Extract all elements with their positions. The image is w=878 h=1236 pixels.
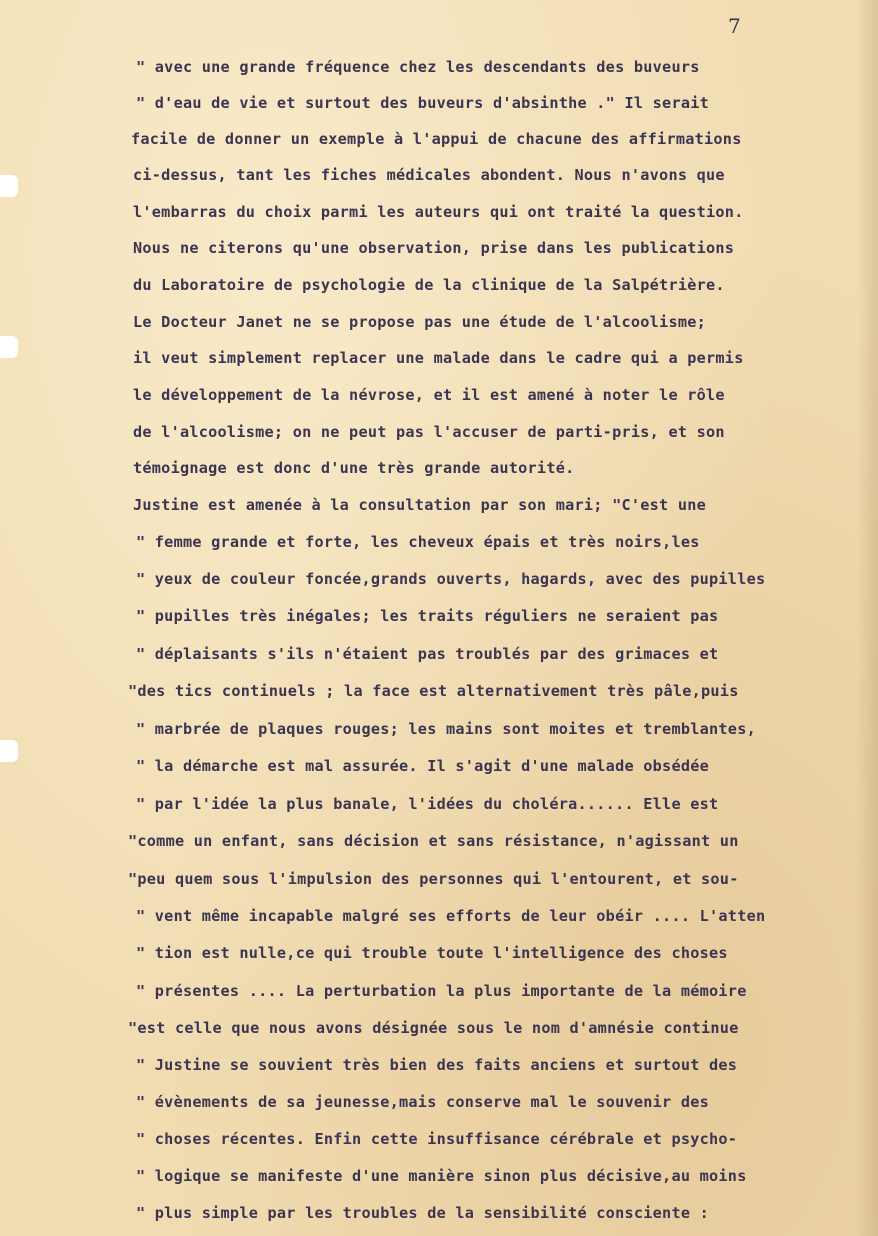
text-line: ci-dessus, tant les fiches médicales abondent. Nous n'avons que (133, 166, 725, 184)
text-line: " Justine se souvient très bien des faits anciens et surtout des (136, 1056, 738, 1074)
text-line: " vent même incapable malgré ses efforts de leur obéir .... L'atten (136, 907, 766, 925)
text-line: l'embarras du choix parmi les auteurs qui ont traité la question. (133, 203, 744, 221)
text-line: " tion est nulle,ce qui trouble toute l'intelligence des choses (136, 944, 728, 962)
text-line: " avec une grande fréquence chez les descendants des buveurs (136, 58, 700, 76)
text-line: le développement de la névrose, et il est amené à noter le rôle (133, 386, 725, 404)
text-line: " marbrée de plaques rouges; les mains sont moites et tremblantes, (136, 720, 756, 738)
text-line: " d'eau de vie et surtout des buveurs d'absinthe ." Il serait (136, 94, 710, 112)
text-line: " choses récentes. Enfin cette insuffisance cérébrale et psycho- (136, 1130, 738, 1148)
text-line: du Laboratoire de psychologie de la clinique de la Salpétrière. (133, 276, 725, 294)
text-line: " yeux de couleur foncée,grands ouverts, hagards, avec des pupilles (136, 570, 766, 588)
text-line: " femme grande et forte, les cheveux épais et très noirs,les (136, 533, 700, 551)
text-line: " déplaisants s'ils n'étaient pas troublés par des grimaces et (136, 645, 719, 663)
text-line: " évènements de sa jeunesse,mais conserve mal le souvenir des (136, 1093, 710, 1111)
text-line: " logique se manifeste d'une manière sinon plus décisive,au moins (136, 1167, 747, 1185)
text-line: Nous ne citerons qu'une observation, prise dans les publications (133, 239, 735, 257)
punch-hole (0, 336, 18, 358)
text-line: " par l'idée la plus banale, l'idées du choléra...... Elle est (136, 795, 719, 813)
text-line: "des tics continuels ; la face est alternativement très pâle,puis (128, 682, 739, 700)
text-line: " présentes .... La perturbation la plus importante de la mémoire (136, 982, 747, 1000)
text-line: "comme un enfant, sans décision et sans résistance, n'agissant un (128, 832, 739, 850)
text-line: " la démarche est mal assurée. Il s'agit d'une malade obsédée (136, 757, 710, 775)
text-line: de l'alcoolisme; on ne peut pas l'accuser de parti-pris, et son (133, 423, 725, 441)
punch-hole (0, 740, 18, 762)
text-line: témoignage est donc d'une très grande autorité. (133, 459, 575, 477)
text-line: "est celle que nous avons désignée sous le nom d'amnésie continue (128, 1019, 739, 1037)
text-line: "peu quem sous l'impulsion des personnes qui l'entourent, et sou- (128, 870, 739, 888)
text-line: " plus simple par les troubles de la sensibilité consciente : (136, 1204, 710, 1222)
text-line: Justine est amenée à la consultation par son mari; "C'est une (133, 496, 707, 514)
page-number: 7 (728, 14, 741, 38)
punch-hole (0, 175, 18, 197)
text-line: Le Docteur Janet ne se propose pas une étude de l'alcoolisme; (133, 313, 707, 331)
text-line: facile de donner un exemple à l'appui de chacune des affirmations (131, 130, 742, 148)
text-line: il veut simplement replacer une malade dans le cadre qui a permis (133, 349, 744, 367)
text-line: " pupilles très inégales; les traits réguliers ne seraient pas (136, 607, 719, 625)
